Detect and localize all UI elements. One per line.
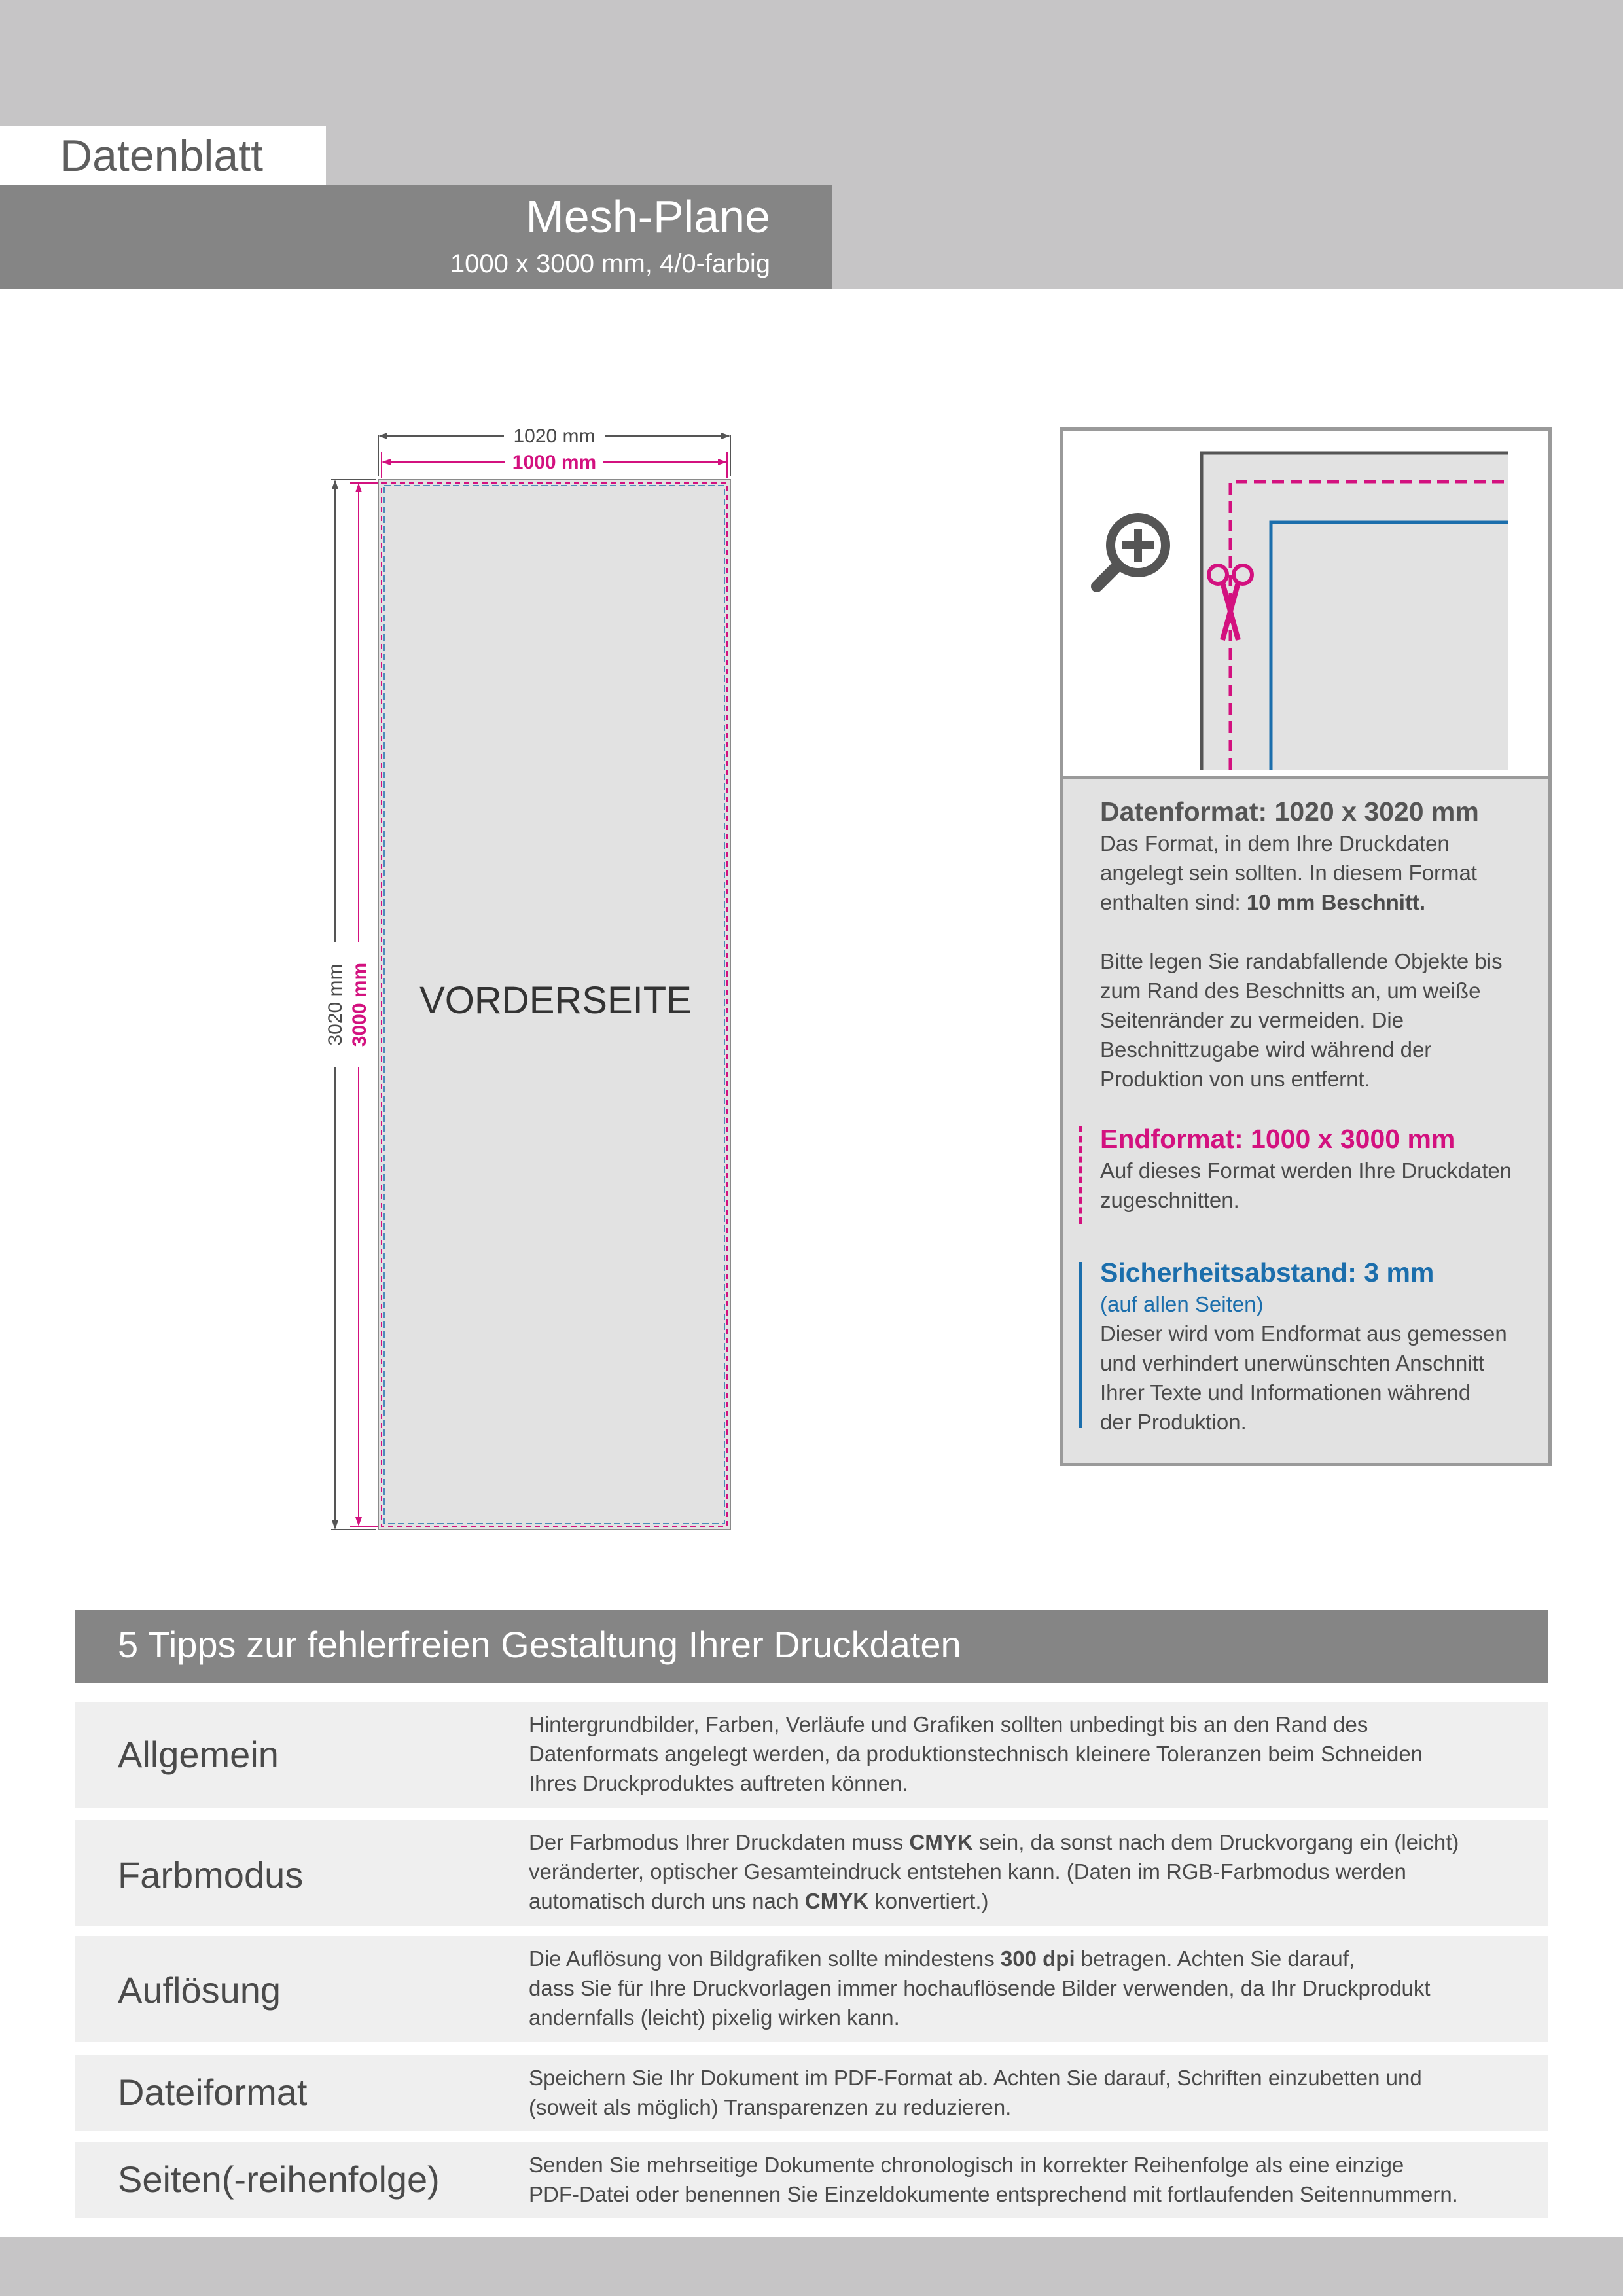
dpi-emphasis: 300 dpi	[1000, 1946, 1075, 1971]
datenformat-block	[1100, 795, 1539, 1094]
sicherheit-text-4: der Produktion.	[1100, 1410, 1247, 1434]
tip-text-seiten	[529, 2150, 1537, 2209]
magnifier-plus-icon	[1097, 518, 1166, 586]
tip-dateiformat-line-2: (soweit als möglich) Transparenzen zu reduzieren.	[529, 2095, 1012, 2119]
tips-title: 5 Tipps zur fehlerfreien Gestaltung Ihrer Druckdaten	[118, 1624, 961, 1665]
corner-detail-graphic	[1063, 431, 1548, 776]
tips-header	[75, 1610, 1548, 1683]
endformat-accent	[1079, 1126, 1082, 1224]
sicherheit-text-1: Dieser wird vom Endformat aus gemessen	[1100, 1321, 1507, 1346]
tip-text-aufloesung	[529, 1944, 1537, 2032]
tip-farbmodus-3a: automatisch durch uns nach	[529, 1889, 805, 1913]
zoom-detail	[1063, 431, 1548, 776]
tip-row-aufloesung	[75, 1936, 1548, 2042]
datenformat-text-2: angelegt sein sollten. In diesem Format	[1100, 861, 1477, 885]
tip-label-dateiformat: Dateiformat	[118, 2072, 308, 2113]
tip-allgemein-line-3: Ihres Druckproduktes auftreten können.	[529, 1771, 908, 1795]
endformat-block	[1100, 1122, 1539, 1215]
tip-label-farbmodus: Farbmodus	[118, 1854, 304, 1895]
tip-farbmodus-3c: konvertiert.)	[868, 1889, 989, 1913]
endformat-text-2: zugeschnitten.	[1100, 1188, 1240, 1212]
format-explanations	[1063, 776, 1548, 1463]
datenformat-text-3a: enthalten sind:	[1100, 890, 1247, 914]
sicherheit-text-3: Ihrer Texte und Informationen während	[1100, 1380, 1471, 1405]
bleed-text-5: Produktion von uns entfernt.	[1100, 1067, 1370, 1091]
tip-aufloesung-1c: betragen. Achten Sie darauf,	[1075, 1946, 1355, 1971]
tip-aufloesung-1a: Die Auflösung von Bildgrafiken sollte mindestens	[529, 1946, 1001, 1971]
tip-farbmodus-line-3	[529, 1886, 1537, 1916]
cmyk-emphasis-2: CMYK	[804, 1889, 869, 1913]
side-label: VORDERSEITE	[419, 979, 692, 1022]
sicherheit-heading: Sicherheitsabstand: 3 mm	[1100, 1257, 1435, 1287]
tip-aufloesung-line-3: andernfalls (leicht) pixelig wirken kann.	[529, 2005, 900, 2030]
tip-text-allgemein	[529, 1710, 1537, 1798]
tip-farbmodus-line-1	[529, 1827, 1537, 1857]
bleed-emphasis: 10 mm Beschnitt.	[1246, 890, 1426, 914]
tip-aufloesung-line-2: dass Sie für Ihre Druckvorlagen immer hochauflösende Bilder verwenden, da Ihr Druckprodukt	[529, 1976, 1431, 2000]
cmyk-emphasis: CMYK	[909, 1830, 973, 1854]
tip-row-allgemein	[75, 1702, 1548, 1808]
tip-row-seiten	[75, 2142, 1548, 2218]
tip-aufloesung-line-1	[529, 1944, 1537, 1973]
datenformat-text-1: Das Format, in dem Ihre Druckdaten	[1100, 831, 1450, 855]
datenformat-heading: Datenformat: 1020 x 3020 mm	[1100, 797, 1479, 827]
tip-label-aufloesung: Auflösung	[118, 1969, 281, 2011]
sicherheit-text-2: und verhindert unerwünschten Anschnitt	[1100, 1351, 1485, 1375]
bleed-text-1: Bitte legen Sie randabfallende Objekte bis	[1100, 949, 1503, 973]
height-data-label: 3020 mm	[325, 963, 346, 1046]
tip-text-dateiformat	[529, 2063, 1537, 2122]
endformat-heading: Endformat: 1000 x 3000 mm	[1100, 1124, 1455, 1154]
tip-dateiformat-line-1: Speichern Sie Ihr Dokument im PDF-Format ab. Achten Sie darauf, Schriften einzubetten und	[529, 2066, 1422, 2090]
width-data-label: 1020 mm	[513, 425, 596, 447]
bleed-text-3: Seitenränder zu vermeiden. Die	[1100, 1008, 1404, 1032]
bleed-text-4: Beschnittzugabe wird während der	[1100, 1037, 1432, 1062]
sicherheit-accent	[1079, 1262, 1082, 1428]
format-info-box	[1060, 427, 1552, 1466]
endformat-text-1: Auf dieses Format werden Ihre Druckdaten	[1100, 1158, 1512, 1183]
datenformat-text-3	[1100, 888, 1539, 917]
tip-text-farbmodus	[529, 1827, 1537, 1916]
tip-allgemein-line-1: Hintergrundbilder, Farben, Verläufe und Grafiken sollten unbedingt bis an den Rand des	[529, 1712, 1368, 1736]
footer-band	[0, 2237, 1623, 2296]
tip-label-seiten: Seiten(-reihenfolge)	[118, 2159, 440, 2200]
tip-label-allgemein: Allgemein	[118, 1734, 279, 1775]
sicherheit-block	[1100, 1255, 1539, 1437]
detail-data-area	[1202, 453, 1508, 770]
tip-farbmodus-1c: sein, da sonst nach dem Druckvorgang ein (leicht)	[972, 1830, 1459, 1854]
width-final-label: 1000 mm	[512, 452, 597, 473]
tip-seiten-line-1: Senden Sie mehrseitige Dokumente chronologisch in korrekter Reihenfolge als eine einzige	[529, 2153, 1404, 2177]
doc-label: Datenblatt	[60, 131, 263, 181]
tip-row-farbmodus	[75, 1820, 1548, 1926]
tip-seiten-line-2: PDF-Datei oder benennen Sie Einzeldokumente entsprechend mit fortlaufenden Seitennummern.	[529, 2182, 1458, 2206]
bleed-text-2: zum Rand des Beschnitts an, um weiße	[1100, 978, 1481, 1003]
tip-farbmodus-1a: Der Farbmodus Ihrer Druckdaten muss	[529, 1830, 910, 1854]
height-final-label: 3000 mm	[349, 962, 370, 1047]
tip-farbmodus-line-2: veränderter, optischer Gesamteindruck entstehen kann. (Daten im RGB-Farbmodus werden	[529, 1859, 1406, 1884]
sicherheit-subheading: (auf allen Seiten)	[1100, 1292, 1264, 1316]
product-name: Mesh-Plane	[526, 191, 770, 242]
tip-allgemein-line-2: Datenformats angelegt werden, da produktionstechnisch kleinere Toleranzen beim Schneiden	[529, 1742, 1423, 1766]
tip-row-dateiformat	[75, 2055, 1548, 2131]
product-spec: 1000 x 3000 mm, 4/0-farbig	[450, 249, 770, 278]
